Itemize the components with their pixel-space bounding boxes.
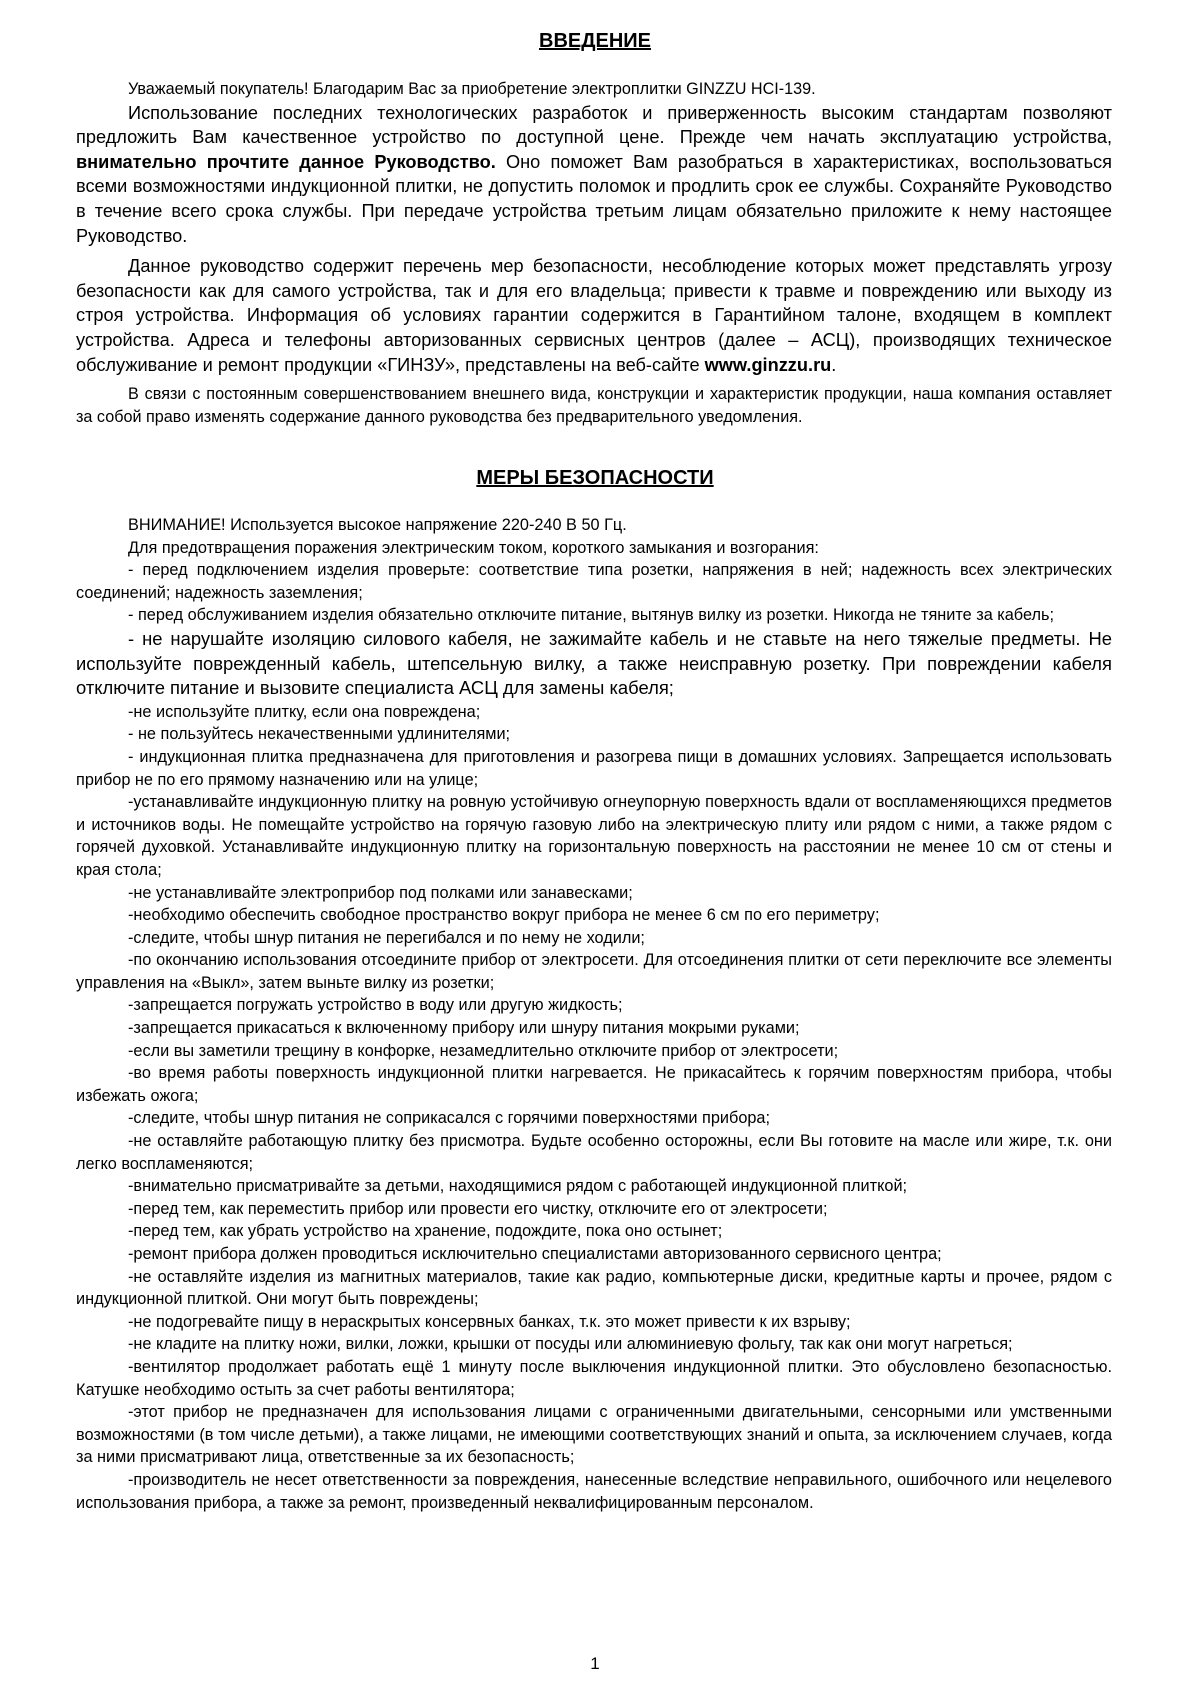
safety-item: -не используйте плитку, если она повреждена;	[128, 702, 481, 721]
safety-item: -не оставляйте работающую плитку без присмотра. Будьте особенно осторожны, если Вы готовите на масле или жире, т.к. они легко воспламеняются;	[76, 1132, 1112, 1173]
intro-paragraph-2: Использование последних технологических разработок и приверженность высоким стандартам позволяют предложить Вам качественное устройство по доступной цене. Прежде чем начать эксплуатацию устройства, внимательно прочтите данное Руководство. Оно поможет Вам разобраться в характеристиках, воспользоваться всеми возможностями индукционной плитки, не допустить поломок и продлить срок ее службы. Сохраняйте Руководство в течение всего срока службы. При передаче устройства третьим лицам обязательно приложите к нему настоящее Руководство.	[76, 102, 1112, 246]
safety-item: -не оставляйте изделия из магнитных материалов, такие как радио, компьютерные диски, кредитные карты и прочее, рядом с индукционной плиткой. Они могут быть повреждены;	[76, 1267, 1112, 1309]
safety-item: -производитель не несет ответственности за повреждения, нанесенные вследствие неправильного, ошибочного или нецелевого использования прибора, а также за ремонт, произведенный неквалифицированным персоналом.	[76, 1470, 1112, 1512]
safety-heading: МЕРЫ БЕЗОПАСНОСТИ	[476, 467, 714, 489]
page-number: 1	[590, 1654, 600, 1673]
safety-section	[76, 514, 1112, 1514]
safety-item: -следите, чтобы шнур питания не соприкасался с горячими поверхностями прибора;	[128, 1109, 771, 1128]
intro-paragraph-1: Уважаемый покупатель! Благодарим Вас за приобретение электроплитки GINZZU HCI-139.	[128, 80, 816, 98]
safety-item: -ремонт прибора должен проводиться исключительно специалистами авторизованного сервисного центра;	[128, 1245, 942, 1263]
safety-item: -запрещается прикасаться к включенному прибору или шнуру питания мокрыми руками;	[128, 1019, 800, 1038]
safety-item: -внимательно присматривайте за детьми, находящимися рядом с работающей индукционной плиткой;	[128, 1177, 908, 1196]
intro-paragraph-3: Данное руководство содержит перечень мер безопасности, несоблюдение которых может представлять угрозу безопасности как для самого устройства, так и для его владельца; привести к травме и повреждению или выходу из строя устройства. Информация об условиях гарантии содержится в Гарантийном талоне, входящем в комплект устройства. Адреса и телефоны авторизованных сервисных центров (далее – АСЦ), производящих техническое обслуживание и ремонт продукции «ГИНЗУ», представлены на веб-сайте www.ginzzu.ru.	[76, 256, 1112, 375]
safety-item: -не подогревайте пищу в нераскрытых консервных банках, т.к. это может привести к их взрыву;	[128, 1312, 851, 1331]
safety-item: -не устанавливайте электроприбор под полками или занавесками;	[128, 883, 633, 902]
safety-item: ВНИМАНИЕ! Используется высокое напряжение 220-240 В 50 Гц.	[128, 516, 627, 534]
safety-item: -не кладите на плитку ножи, вилки, ложки, крышки от посуды или алюминиевую фольгу, так как они могут нагреться;	[128, 1335, 1013, 1354]
safety-item: -перед тем, как убрать устройство на хранение, подождите, пока оно остынет;	[128, 1222, 723, 1241]
safety-item: - не нарушайте изоляцию силового кабеля, не зажимайте кабель и не ставьте на него тяжелые предметы. Не используйте поврежденный кабель, штепсельную вилку, а также неисправную розетку. При повреждении кабеля отключите питание и вызовите специалиста АСЦ для замены кабеля;	[76, 627, 1112, 699]
intro-paragraph-4: В связи с постоянным совершенствованием внешнего вида, конструкции и характеристик продукции, наша компания оставляет за собой право изменять содержание данного руководства без предварительного уведомления.	[76, 385, 1112, 426]
safety-item: Для предотвращения поражения электрическим током, короткого замыкания и возгорания:	[128, 538, 819, 557]
safety-item: - перед обслуживанием изделия обязательно отключите питание, вытянув вилку из розетки. Никогда не тяните за кабель;	[128, 606, 1054, 625]
intro-heading: ВВЕДЕНИЕ	[539, 30, 651, 52]
safety-item: -этот прибор не предназначен для использования лицами с ограниченными двигательными, сенсорными или умственными возможностями (в том числе детьми), а также лицами, не имеющими соответствующих знаний и опыта, за исключением случаев, когда за ними присматривают лица, ответственные за их безопасность;	[76, 1403, 1112, 1467]
safety-item: - индукционная плитка предназначена для приготовления и разогрева пищи в домашних условиях. Запрещается использовать прибор не по его прямому назначению или на улице;	[76, 747, 1112, 789]
safety-item: - перед подключением изделия проверьте: соответствие типа розетки, напряжения в ней; надежность всех электрических соединений; надежность заземления;	[76, 561, 1112, 602]
safety-item: -по окончанию использования отсоедините прибор от электросети. Для отсоединения плитки от сети переключите все элементы управления на «Выкл», затем выньте вилку из розетки;	[76, 951, 1112, 992]
safety-item: - не пользуйтесь некачественными удлинителями;	[128, 725, 511, 744]
safety-item: -следите, чтобы шнур питания не перегибался и по нему не ходили;	[128, 928, 645, 947]
safety-item: -устанавливайте индукционную плитку на ровную устойчивую огнеупорную поверхность вдали от воспламеняющихся предметов и источников воды. Не помещайте устройство на горячую газовую либо на электрическую плиту или рядом с ними, а также рядом с горячей духовкой. Устанавливайте индукционную плитку на горизонтальную поверхность на расстоянии не менее 10 см от стены и края стола;	[76, 793, 1112, 879]
intro-section	[76, 78, 1112, 428]
safety-item: -необходимо обеспечить свободное пространство вокруг прибора не менее 6 см по его периметру;	[128, 906, 880, 925]
safety-item: -перед тем, как переместить прибор или провести его чистку, отключите его от электросети;	[128, 1199, 828, 1218]
safety-item: -во время работы поверхность индукционной плитки нагревается. Не прикасайтесь к горячим поверхностям прибора, чтобы избежать ожога;	[76, 1064, 1112, 1105]
safety-item: -вентилятор продолжает работать ещё 1 минуту после выключения индукционной плитки. Это обусловлено безопасностью. Катушке необходимо остыть за счет работы вентилятора;	[76, 1357, 1112, 1399]
safety-item: -запрещается погружать устройство в воду или другую жидкость;	[128, 996, 623, 1015]
safety-item: -если вы заметили трещину в конфорке, незамедлительно отключите прибор от электросети;	[128, 1041, 839, 1060]
